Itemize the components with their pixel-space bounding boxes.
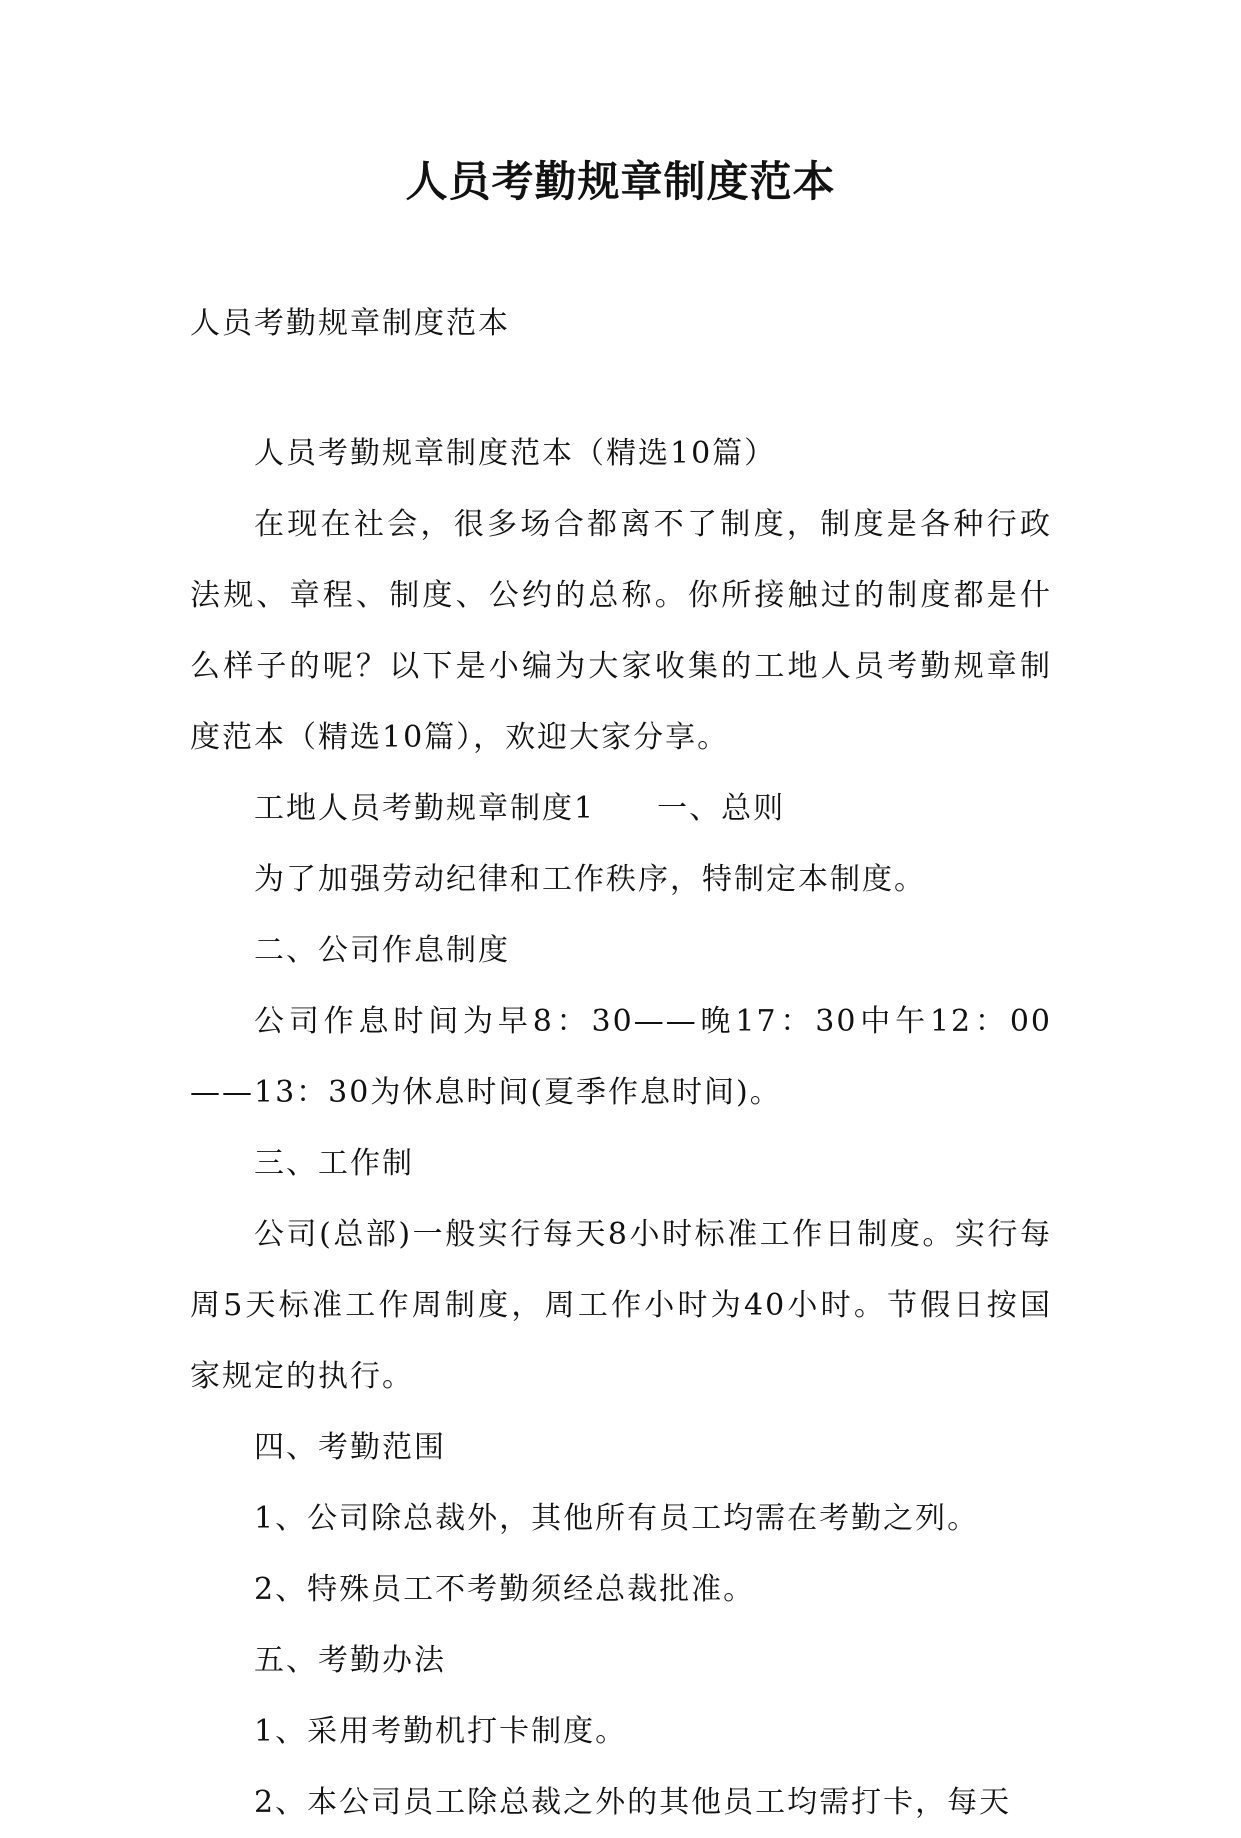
paragraph-schedule: 公司作息时间为早8：30——晚17：30中午12：00——13：30为休息时间(夏季作息时间)。 [190, 1004, 1052, 1110]
document-body [190, 288, 1052, 1838]
paragraph-work-system: 公司(总部)一般实行每天8小时标准工作日制度。实行每周5天标准工作周制度，周工作小时为40小时。节假日按国家规定的执行。 [190, 1217, 1052, 1394]
section-one-heading: 工地人员考勤规章制度1 [254, 791, 596, 826]
section-heading-work-system: 三、工作制 [254, 1146, 414, 1181]
section-heading-scope: 四、考勤范围 [254, 1430, 446, 1465]
paragraph-intro: 在现在社会，很多场合都离不了制度，制度是各种行政法规、章程、制度、公约的总称。你所接触过的制度都是什么样子的呢？以下是小编为大家收集的工地人员考勤规章制度范本（精选10篇），欢迎大家分享。 [190, 507, 1052, 755]
paragraph-heading: 人员考勤规章制度范本（精选10篇） [254, 436, 777, 471]
list-item-scope-2: 2、特殊员工不考勤须经总裁批准。 [254, 1572, 756, 1607]
document-title: 人员考勤规章制度范本 [405, 157, 836, 206]
list-item-method-2: 2、本公司员工除总裁之外的其他员工均需打卡，每天 [254, 1785, 1012, 1820]
list-item-method-1: 1、采用考勤机打卡制度。 [254, 1714, 628, 1749]
section-one-subheading: 一、总则 [657, 791, 786, 826]
list-item-scope-1: 1、公司除总裁外，其他所有员工均需在考勤之列。 [254, 1501, 980, 1536]
section-heading-method: 五、考勤办法 [254, 1643, 446, 1678]
paragraph-purpose: 为了加强劳动纪律和工作秩序，特制定本制度。 [254, 862, 926, 897]
document-subtitle: 人员考勤规章制度范本 [190, 306, 510, 341]
section-heading-schedule: 二、公司作息制度 [254, 933, 510, 968]
section-one-line [190, 773, 1052, 844]
